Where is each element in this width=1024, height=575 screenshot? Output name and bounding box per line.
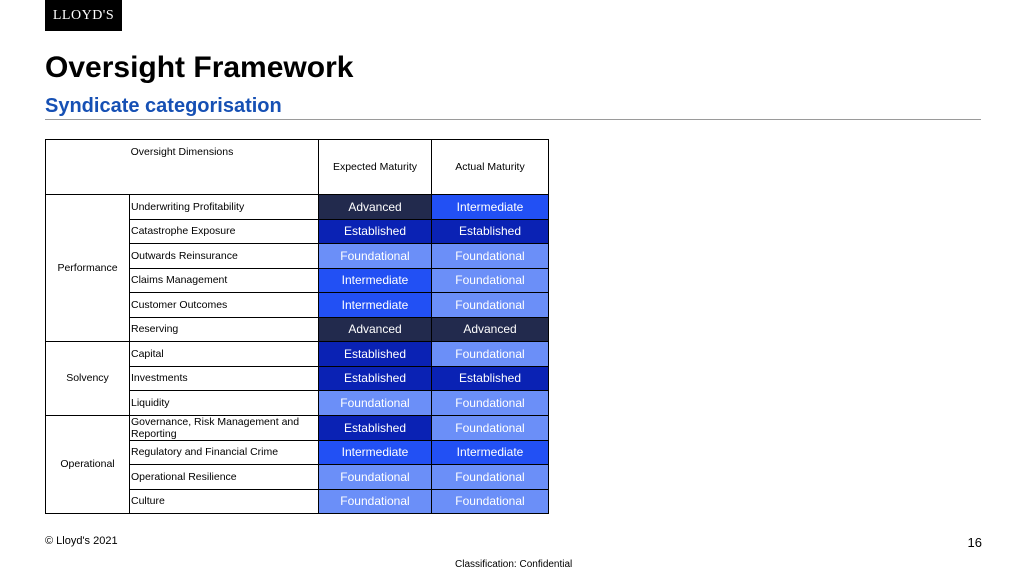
expected-maturity-cell: Advanced — [319, 195, 432, 220]
page-number: 16 — [967, 535, 982, 550]
expected-maturity-cell: Established — [319, 366, 432, 391]
expected-maturity-cell: Foundational — [319, 465, 432, 490]
dimension-label: Operational Resilience — [130, 465, 319, 490]
actual-maturity-cell: Foundational — [432, 391, 549, 416]
title-divider — [45, 119, 981, 120]
actual-maturity-cell: Foundational — [432, 465, 549, 490]
actual-maturity-cell: Foundational — [432, 268, 549, 293]
expected-maturity-cell: Intermediate — [319, 268, 432, 293]
expected-maturity-cell: Established — [319, 415, 432, 440]
actual-maturity-cell: Intermediate — [432, 440, 549, 465]
page-subtitle: Syndicate categorisation — [45, 95, 282, 117]
expected-maturity-cell: Foundational — [319, 489, 432, 514]
actual-maturity-cell: Established — [432, 366, 549, 391]
dimension-label: Investments — [130, 366, 319, 391]
actual-maturity-cell: Foundational — [432, 342, 549, 367]
actual-maturity-cell: Foundational — [432, 244, 549, 269]
dimension-label: Claims Management — [130, 268, 319, 293]
dimension-label: Governance, Risk Management and Reporting — [130, 415, 319, 440]
expected-maturity-cell: Intermediate — [319, 440, 432, 465]
table-row — [46, 195, 549, 220]
header-expected-maturity: Expected Maturity — [319, 140, 432, 195]
dimension-label: Capital — [130, 342, 319, 367]
actual-maturity-cell: Intermediate — [432, 195, 549, 220]
copyright-text: © Lloyd's 2021 — [45, 535, 118, 547]
table-header-row — [46, 140, 549, 195]
group-label-solvency: Solvency — [46, 342, 130, 416]
dimension-label: Underwriting Profitability — [130, 195, 319, 220]
actual-maturity-cell: Foundational — [432, 489, 549, 514]
dimension-label: Customer Outcomes — [130, 293, 319, 318]
actual-maturity-cell: Established — [432, 219, 549, 244]
dimension-label: Liquidity — [130, 391, 319, 416]
page-title: Oversight Framework — [45, 51, 354, 84]
actual-maturity-cell: Advanced — [432, 317, 549, 342]
dimension-label: Catastrophe Exposure — [130, 219, 319, 244]
dimension-label: Regulatory and Financial Crime — [130, 440, 319, 465]
expected-maturity-cell: Foundational — [319, 391, 432, 416]
expected-maturity-cell: Established — [319, 219, 432, 244]
expected-maturity-cell: Established — [319, 342, 432, 367]
table-body — [46, 195, 549, 514]
actual-maturity-cell: Foundational — [432, 293, 549, 318]
table-row — [46, 342, 549, 367]
dimension-label: Reserving — [130, 317, 319, 342]
header-actual-maturity: Actual Maturity — [432, 140, 549, 195]
classification-label: Classification: Confidential — [455, 559, 573, 570]
header-oversight-dimensions: Oversight Dimensions — [46, 140, 319, 195]
maturity-table — [45, 139, 549, 514]
group-label-performance: Performance — [46, 195, 130, 342]
table-row — [46, 415, 549, 440]
expected-maturity-cell: Foundational — [319, 244, 432, 269]
dimension-label: Culture — [130, 489, 319, 514]
dimension-label: Outwards Reinsurance — [130, 244, 319, 269]
expected-maturity-cell: Advanced — [319, 317, 432, 342]
group-label-operational: Operational — [46, 415, 130, 514]
expected-maturity-cell: Intermediate — [319, 293, 432, 318]
actual-maturity-cell: Foundational — [432, 415, 549, 440]
lloyds-logo: LLOYD'S — [45, 0, 122, 31]
